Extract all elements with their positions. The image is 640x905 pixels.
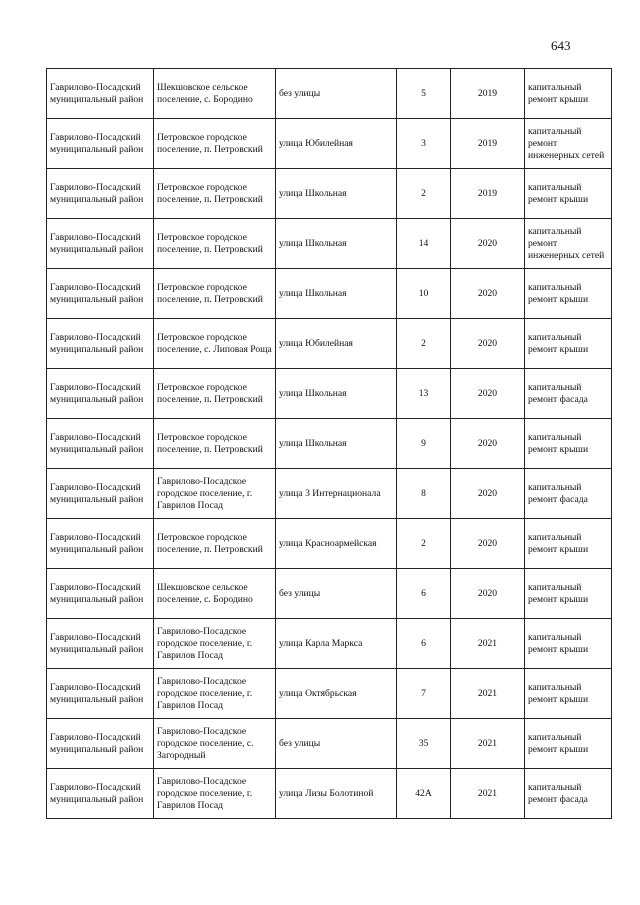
district-cell: Гаврилово-Посадский муниципальный район <box>47 119 154 169</box>
district-cell: Гаврилово-Посадский муниципальный район <box>47 469 154 519</box>
work-type-cell: капитальный ремонт фасада <box>525 769 612 819</box>
street-cell: улица Юбилейная <box>276 119 397 169</box>
year-cell: 2019 <box>451 119 525 169</box>
year-cell: 2020 <box>451 219 525 269</box>
house-number-cell: 2 <box>397 319 451 369</box>
settlement-cell: Гаврилово-Посадское городское поселение, г. Гаврилов Посад <box>154 469 276 519</box>
table-row <box>47 419 612 469</box>
district-cell: Гаврилово-Посадский муниципальный район <box>47 719 154 769</box>
work-type-cell: капитальный ремонт крыши <box>525 319 612 369</box>
year-cell: 2020 <box>451 519 525 569</box>
settlement-cell: Гаврилово-Посадское городское поселение, с. Загородный <box>154 719 276 769</box>
work-type-cell: капитальный ремонт инженерных сетей <box>525 219 612 269</box>
work-type-cell: капитальный ремонт крыши <box>525 619 612 669</box>
work-type-cell: капитальный ремонт крыши <box>525 419 612 469</box>
work-type-cell: капитальный ремонт фасада <box>525 469 612 519</box>
street-cell: улица Школьная <box>276 269 397 319</box>
street-cell: улица Юбилейная <box>276 319 397 369</box>
district-cell: Гаврилово-Посадский муниципальный район <box>47 569 154 619</box>
settlement-cell: Гаврилово-Посадское городское поселение, г. Гаврилов Посад <box>154 619 276 669</box>
district-cell: Гаврилово-Посадский муниципальный район <box>47 769 154 819</box>
house-number-cell: 13 <box>397 369 451 419</box>
year-cell: 2021 <box>451 619 525 669</box>
table-row <box>47 219 612 269</box>
year-cell: 2021 <box>451 769 525 819</box>
settlement-cell: Петровское городское поселение, п. Петровский <box>154 169 276 219</box>
district-cell: Гаврилово-Посадский муниципальный район <box>47 519 154 569</box>
house-number-cell: 35 <box>397 719 451 769</box>
work-type-cell: капитальный ремонт инженерных сетей <box>525 119 612 169</box>
district-cell: Гаврилово-Посадский муниципальный район <box>47 619 154 669</box>
district-cell: Гаврилово-Посадский муниципальный район <box>47 369 154 419</box>
work-type-cell: капитальный ремонт крыши <box>525 669 612 719</box>
street-cell: улица Школьная <box>276 169 397 219</box>
settlement-cell: Петровское городское поселение, с. Липовая Роща <box>154 319 276 369</box>
repair-schedule-table <box>46 68 612 819</box>
street-cell: улица Карла Маркса <box>276 619 397 669</box>
district-cell: Гаврилово-Посадский муниципальный район <box>47 419 154 469</box>
street-cell: улица 3 Интернационала <box>276 469 397 519</box>
house-number-cell: 6 <box>397 619 451 669</box>
district-cell: Гаврилово-Посадский муниципальный район <box>47 69 154 119</box>
table-row <box>47 369 612 419</box>
house-number-cell: 7 <box>397 669 451 719</box>
house-number-cell: 8 <box>397 469 451 519</box>
street-cell: улица Школьная <box>276 369 397 419</box>
house-number-cell: 6 <box>397 569 451 619</box>
district-cell: Гаврилово-Посадский муниципальный район <box>47 319 154 369</box>
district-cell: Гаврилово-Посадский муниципальный район <box>47 219 154 269</box>
settlement-cell: Петровское городское поселение, п. Петровский <box>154 419 276 469</box>
table-row <box>47 769 612 819</box>
year-cell: 2020 <box>451 369 525 419</box>
house-number-cell: 10 <box>397 269 451 319</box>
page-number: 643 <box>551 38 571 53</box>
work-type-cell: капитальный ремонт крыши <box>525 269 612 319</box>
settlement-cell: Гаврилово-Посадское городское поселение, г. Гаврилов Посад <box>154 669 276 719</box>
district-cell: Гаврилово-Посадский муниципальный район <box>47 269 154 319</box>
year-cell: 2020 <box>451 319 525 369</box>
house-number-cell: 2 <box>397 169 451 219</box>
settlement-cell: Петровское городское поселение, п. Петровский <box>154 519 276 569</box>
house-number-cell: 2 <box>397 519 451 569</box>
street-cell: улица Школьная <box>276 419 397 469</box>
work-type-cell: капитальный ремонт крыши <box>525 719 612 769</box>
house-number-cell: 42А <box>397 769 451 819</box>
table-row <box>47 469 612 519</box>
house-number-cell: 5 <box>397 69 451 119</box>
street-cell: улица Красноармейская <box>276 519 397 569</box>
district-cell: Гаврилово-Посадский муниципальный район <box>47 169 154 219</box>
settlement-cell: Гаврилово-Посадское городское поселение, г. Гаврилов Посад <box>154 769 276 819</box>
settlement-cell: Петровское городское поселение, п. Петровский <box>154 119 276 169</box>
year-cell: 2021 <box>451 719 525 769</box>
street-cell: без улицы <box>276 719 397 769</box>
work-type-cell: капитальный ремонт фасада <box>525 369 612 419</box>
settlement-cell: Петровское городское поселение, п. Петровский <box>154 269 276 319</box>
work-type-cell: капитальный ремонт крыши <box>525 169 612 219</box>
year-cell: 2020 <box>451 469 525 519</box>
settlement-cell: Шекшовское сельское поселение, с. Бородино <box>154 69 276 119</box>
work-type-cell: капитальный ремонт крыши <box>525 69 612 119</box>
house-number-cell: 9 <box>397 419 451 469</box>
year-cell: 2019 <box>451 169 525 219</box>
table-row <box>47 519 612 569</box>
street-cell: без улицы <box>276 569 397 619</box>
year-cell: 2020 <box>451 419 525 469</box>
work-type-cell: капитальный ремонт крыши <box>525 519 612 569</box>
table-row <box>47 69 612 119</box>
district-cell: Гаврилово-Посадский муниципальный район <box>47 669 154 719</box>
table-row <box>47 269 612 319</box>
table-row <box>47 669 612 719</box>
settlement-cell: Шекшовское сельское поселение, с. Бородино <box>154 569 276 619</box>
street-cell: улица Октябрьская <box>276 669 397 719</box>
street-cell: улица Школьная <box>276 219 397 269</box>
street-cell: без улицы <box>276 69 397 119</box>
table-row <box>47 119 612 169</box>
table-row <box>47 719 612 769</box>
year-cell: 2020 <box>451 269 525 319</box>
house-number-cell: 14 <box>397 219 451 269</box>
settlement-cell: Петровское городское поселение, п. Петровский <box>154 369 276 419</box>
year-cell: 2019 <box>451 69 525 119</box>
table-row <box>47 569 612 619</box>
table-row <box>47 169 612 219</box>
table-body <box>47 69 612 819</box>
table-row <box>47 319 612 369</box>
street-cell: улица Лизы Болотиной <box>276 769 397 819</box>
year-cell: 2020 <box>451 569 525 619</box>
table-row <box>47 619 612 669</box>
house-number-cell: 3 <box>397 119 451 169</box>
work-type-cell: капитальный ремонт крыши <box>525 569 612 619</box>
year-cell: 2021 <box>451 669 525 719</box>
settlement-cell: Петровское городское поселение, п. Петровский <box>154 219 276 269</box>
